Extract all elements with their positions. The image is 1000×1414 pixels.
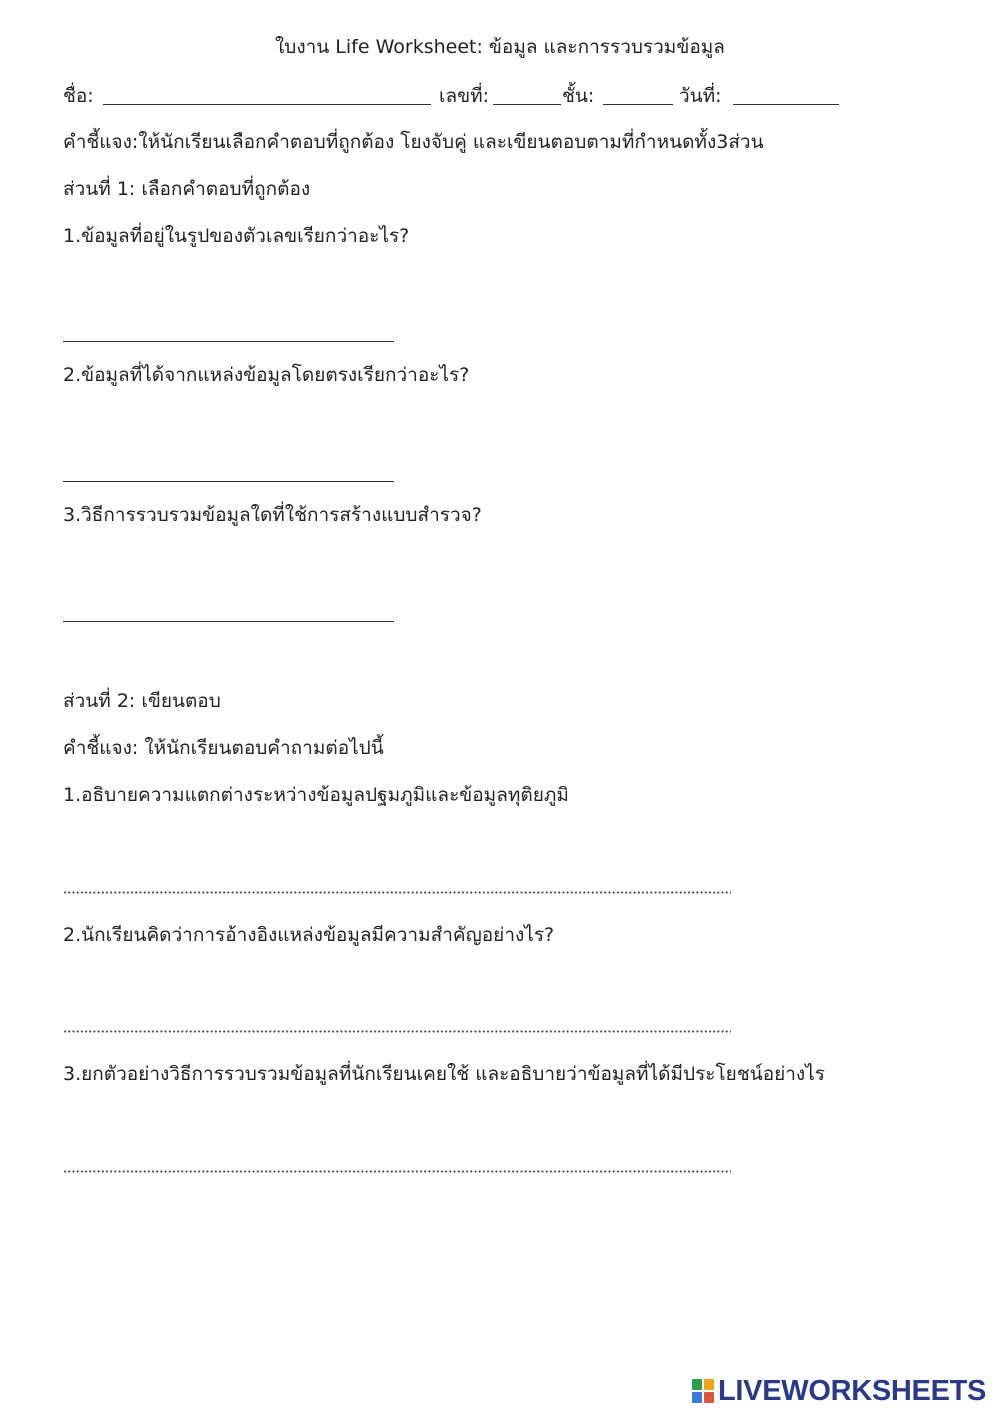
part1-answer-1[interactable]: [63, 341, 394, 342]
date-field[interactable]: [733, 104, 839, 105]
liveworksheets-logo: [692, 1374, 986, 1408]
part2-answer-3[interactable]: [63, 1170, 731, 1173]
part2-answer-1[interactable]: [63, 891, 731, 894]
page-title: ใบงาน Life Worksheet: ข้อมูล และการรวบรวมข้อมูล: [275, 36, 725, 58]
number-label: เลขที่:: [439, 85, 490, 107]
part1-heading: ส่วนที่ 1: เลือกคำตอบที่ถูกต้อง: [63, 178, 311, 200]
part2-question-1: 1.อธิบายความแตกต่างระหว่างข้อมูลปฐมภูมิและข้อมูลทุติยภูมิ: [63, 784, 569, 806]
name-field[interactable]: [103, 104, 431, 105]
part2-answer-2[interactable]: [63, 1030, 731, 1033]
part1-answer-3[interactable]: [63, 621, 394, 622]
part1-question-1: 1.ข้อมูลที่อยู่ในรูปของตัวเลขเรียกว่าอะไร?: [63, 225, 410, 247]
name-label: ชื่อ:: [63, 85, 94, 107]
part2-heading: ส่วนที่ 2: เขียนตอบ: [63, 690, 221, 712]
logo-text: LIVEWORKSHEETS: [718, 1374, 987, 1407]
part1-question-3: 3.วิธีการรวบรวมข้อมูลใดที่ใช้การสร้างแบบสำรวจ?: [63, 504, 482, 526]
part2-question-2: 2.นักเรียนคิดว่าการอ้างอิงแหล่งข้อมูลมีความสำคัญอย่างไร?: [63, 924, 555, 946]
class-field[interactable]: [603, 104, 673, 105]
liveworksheets-grid-icon: [692, 1379, 714, 1403]
number-field[interactable]: [493, 104, 561, 105]
date-label: วันที่:: [679, 85, 722, 107]
instructions: คำชี้แจง:ให้นักเรียนเลือกคำตอบที่ถูกต้อง โยงจับคู่ และเขียนตอบตามที่กำหนดทั้ง3ส่วน: [63, 131, 764, 153]
part2-instructions: คำชี้แจง: ให้นักเรียนตอบคำถามต่อไปนี้: [63, 737, 384, 759]
class-label: ชั้น:: [562, 85, 595, 107]
part2-question-3: 3.ยกตัวอย่างวิธีการรวบรวมข้อมูลที่นักเรียนเคยใช้ และอธิบายว่าข้อมูลที่ได้มีประโยชน์อย่างไร: [63, 1063, 825, 1085]
part1-answer-2[interactable]: [63, 481, 394, 482]
part1-question-2: 2.ข้อมูลที่ได้จากแหล่งข้อมูลโดยตรงเรียกว่าอะไร?: [63, 364, 470, 386]
